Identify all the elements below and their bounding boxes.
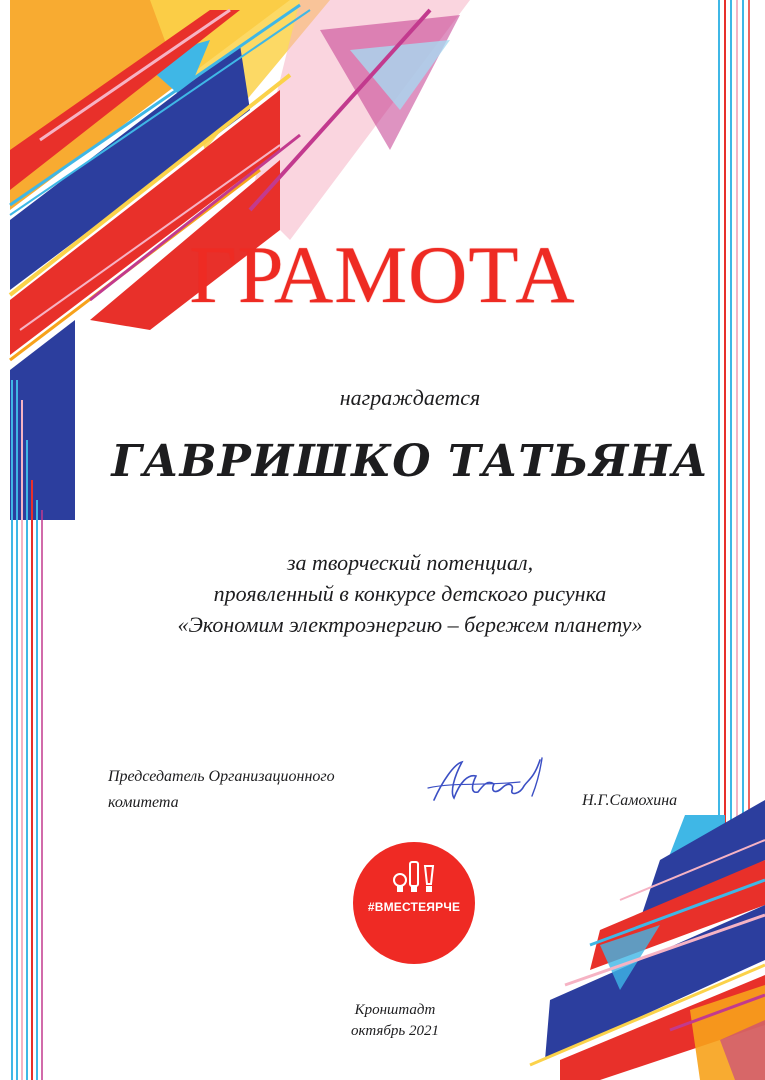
footer-date: октябрь 2021	[351, 1023, 439, 1039]
award-reason-line: за творческий потенциал,	[286, 550, 534, 575]
signatory-position	[108, 764, 408, 816]
certificate-title: ГРАМОТА	[189, 229, 576, 320]
signatory-position-line: комитета	[108, 794, 179, 811]
right-vertical-lines	[719, 0, 749, 860]
awarded-label: награждается	[339, 385, 481, 410]
light-bulbs-icon	[391, 858, 437, 898]
signatory-name: Н.Г.Самохина	[582, 792, 678, 809]
footer-location-date	[0, 1000, 765, 1042]
award-reason-line: «Экономим электроэнергию – бережем планету»	[177, 612, 643, 637]
footer-city: Кронштадт	[354, 1002, 436, 1018]
campaign-logo	[353, 842, 475, 964]
signatory-position-line: Председатель Организационного	[108, 768, 335, 785]
handwritten-signature	[424, 752, 564, 812]
logo-text: #ВМЕСТЕЯРЧЕ	[367, 900, 461, 914]
award-reason	[0, 547, 765, 640]
recipient-name: ГАВРИШКО ТАТЬЯНА	[111, 436, 709, 487]
award-reason-line: проявленный в конкурсе детского рисунка	[213, 581, 607, 606]
